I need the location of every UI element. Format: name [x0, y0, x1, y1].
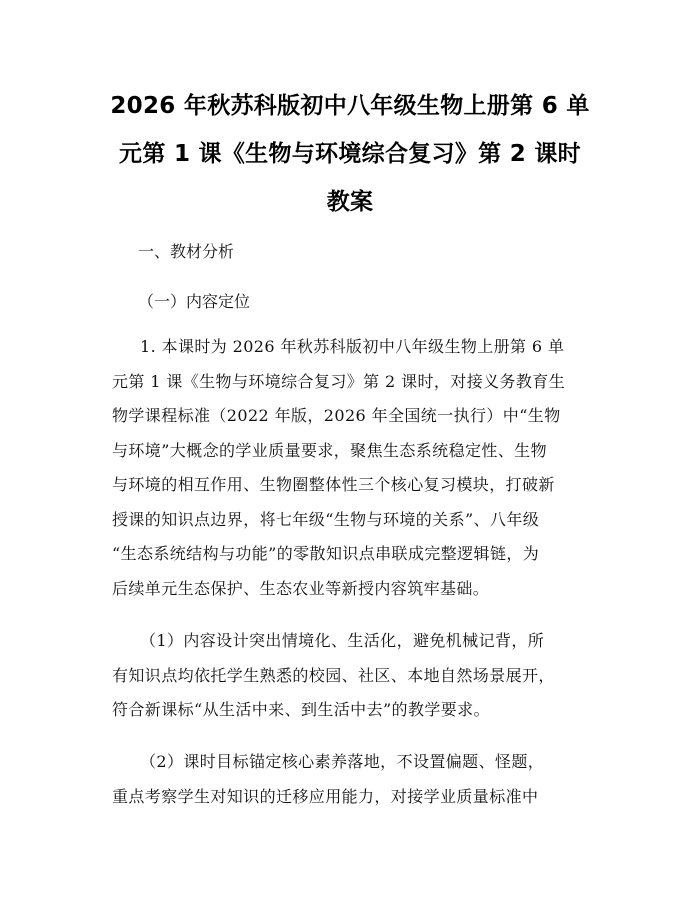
paragraph-line: 1. 本课时为 2026 年秋苏科版初中八年级生物上册第 6 单: [140, 337, 565, 356]
paragraph-line: 后续单元生态保护、生态农业等新授内容筑牢基础。: [112, 578, 490, 598]
title-line-3: 教案: [326, 189, 374, 215]
paragraph-line: 与环境的相互作用、生物圈整体性三个核心复习模块，打破新: [112, 475, 555, 494]
paragraph-line: 重点考察学生对知识的迁移应用能力，对接学业质量标准中: [112, 786, 539, 806]
paragraph-line: （2）课时目标锚定核心素养落地，不设置偏题、怪题，: [140, 752, 545, 771]
paragraph-line: 物学课程标准（2022 年版，2026 年全国统一执行）中“生物: [112, 406, 561, 425]
title-line-2: 元第 1 课《生物与环境综合复习》第 2 课时: [119, 141, 581, 167]
paragraph-line: 授课的知识点边界，将七年级“生物与环境的关系”、八年级: [112, 509, 540, 529]
title-line-1: 2026 年秋苏科版初中八年级生物上册第 6 单: [110, 93, 590, 119]
paragraph-1: [112, 330, 598, 606]
paragraph-line: 与环境”大概念的学业质量要求，聚焦生态系统稳定性、生物: [112, 440, 547, 460]
section-heading: 一、教材分析: [138, 242, 235, 261]
paragraph-3: [112, 745, 598, 814]
document-title: [100, 82, 600, 226]
paragraph-line: 有知识点均依托学生熟悉的校园、社区、本地自然场景展开，: [112, 665, 555, 685]
subsection-heading: （一）内容定位: [138, 292, 251, 311]
paragraph-2: [112, 624, 598, 728]
paragraph-line: 元第 1 课《生物与环境综合复习》第 2 课时，对接义务教育生: [112, 371, 566, 391]
paragraph-line: （1）内容设计突出情境化、生活化，避免机械记背，所: [140, 631, 545, 650]
paragraph-line: 符合新课标“从生活中来、到生活中去”的教学要求。: [112, 700, 490, 719]
paragraph-line: “生态系统结构与功能”的零散知识点串联成完整逻辑链，为: [112, 544, 540, 563]
